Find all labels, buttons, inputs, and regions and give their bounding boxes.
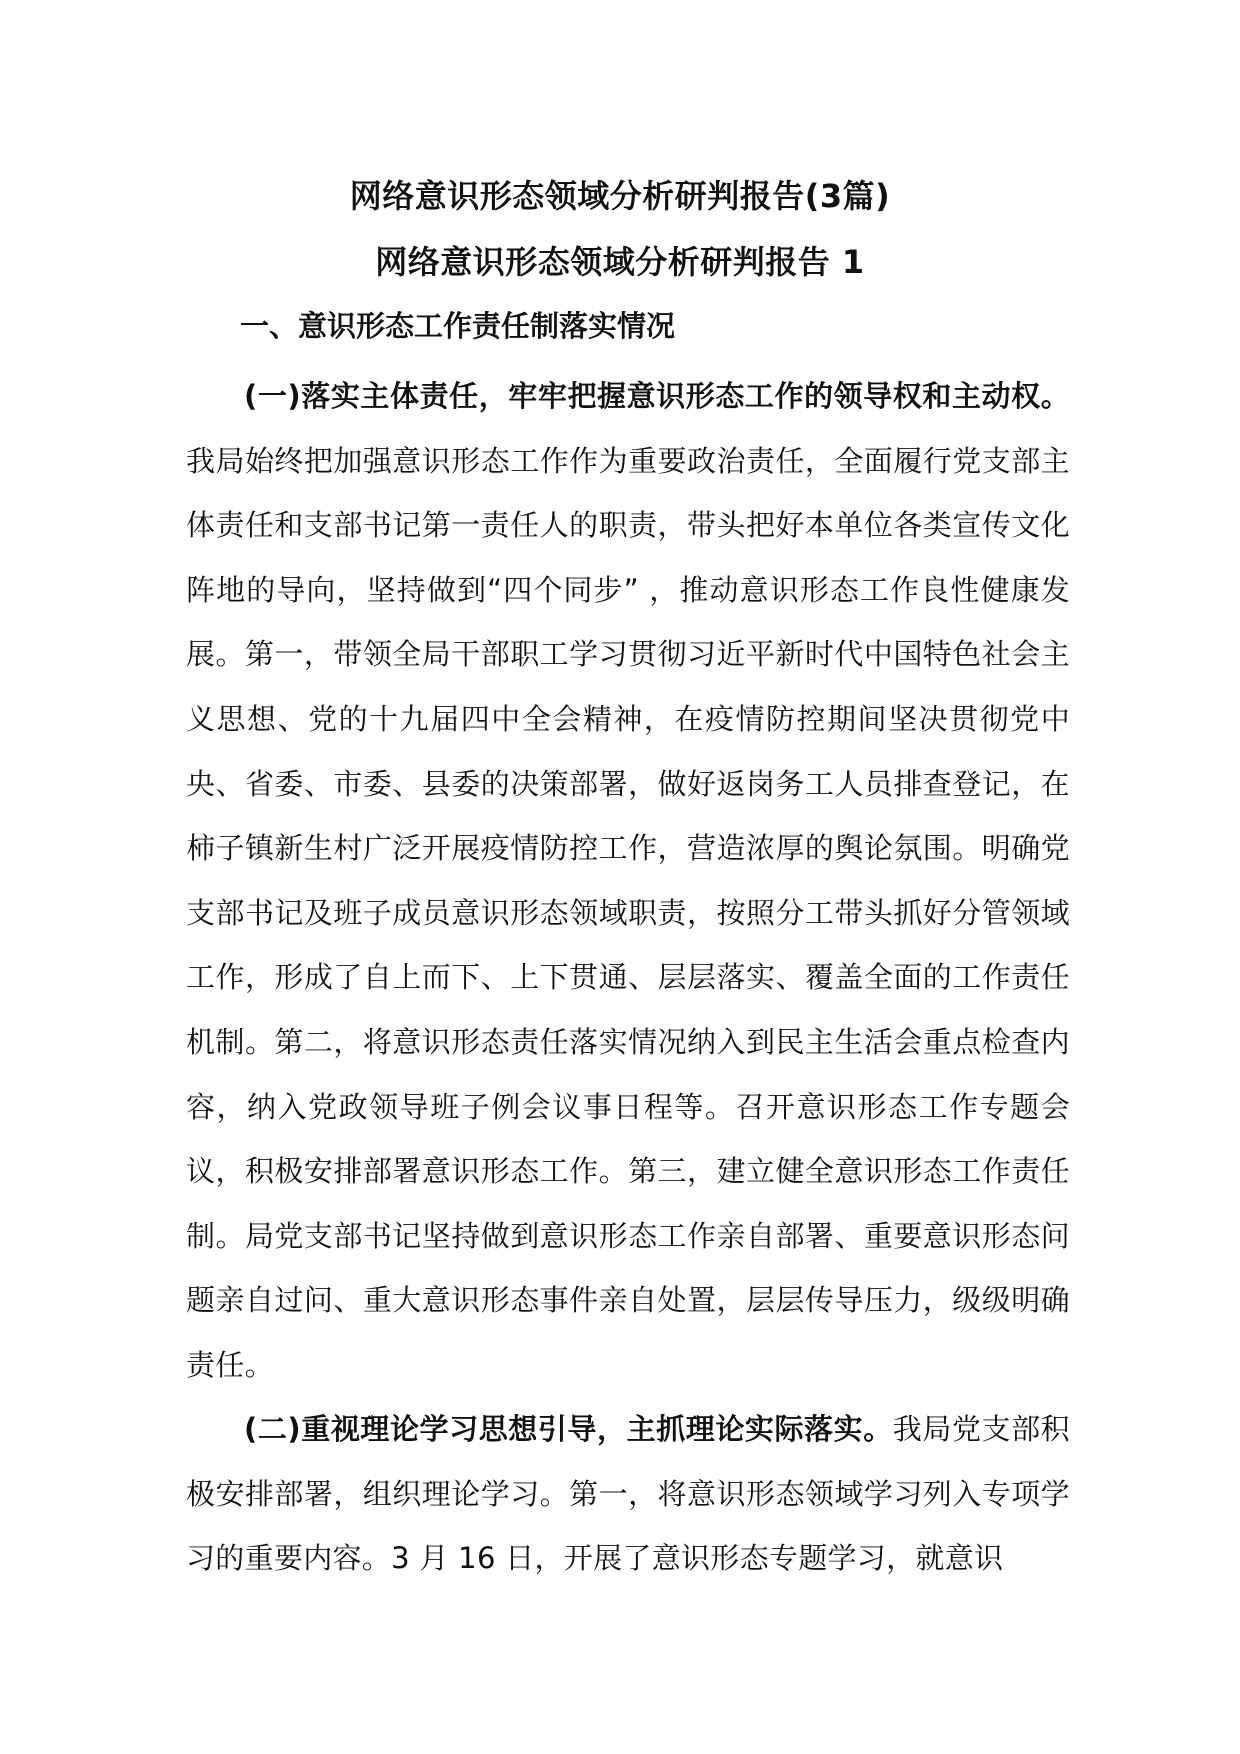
paragraph-1-body: 我局始终把加强意识形态工作作为重要政治责任，全面履行党支部主体责任和支部书记第一责任人的职责，带头把好本单位各类宣传文化阵地的导向，坚持做到“四个同步” ，推动意识形态工作良性健康发展。第一，带领全局干部职工学习贯彻习近平新时代中国特色社会主义思想、党的十九届四中全会精神，在疫情防控期间坚决贯彻党中央、省委、市委、县委的决策部署，做好返岗务工人员排查登记，在柿子镇新生村广泛开展疫情防控工作，营造浓厚的舆论氛围。明确党支部书记及班子成员意识形态领域职责，按照分工带头抓好分管领域工作，形成了自上而下、上下贯通、层层落实、覆盖全面的工作责任机制。第二，将意识形态责任落实情况纳入到民主生活会重点检查内容，纳入党政领导班子例会议事日程等。召开意识形态工作专题会议，积极安排部署意识形态工作。第三，建立健全意识形态工作责任制。局党支部书记坚持做到意识形态工作亲自部署、重要意识形态问题亲自过问、重大意识形态事件亲自处置，层层传导压力，级级明确责任。 [186,443,1070,1382]
paragraph-2-lead: (二)重视理论学习思想引导，主抓理论实际落实。 [244,1412,893,1446]
main-title: 网络意识形态领域分析研判报告(3篇) [349,177,891,215]
sub-title: 网络意识形态领域分析研判报告 1 [375,243,865,281]
paragraph-2 [186,1397,1070,1591]
paragraph-1-lead: (一)落实主体责任，牢牢把握意识形态工作的领导权和主动权。 [244,379,1070,413]
paragraph-1 [186,364,1070,1398]
section-heading: 一、意识形态工作责任制落实情况 [240,309,676,343]
paragraph-2-body: 我局党支部积极安排部署，组织理论学习。第一，将意识形态领域学习列入专项学习的重要内容。3 月 16 日，开展了意识形态专题学习，就意识 [186,1412,1070,1576]
